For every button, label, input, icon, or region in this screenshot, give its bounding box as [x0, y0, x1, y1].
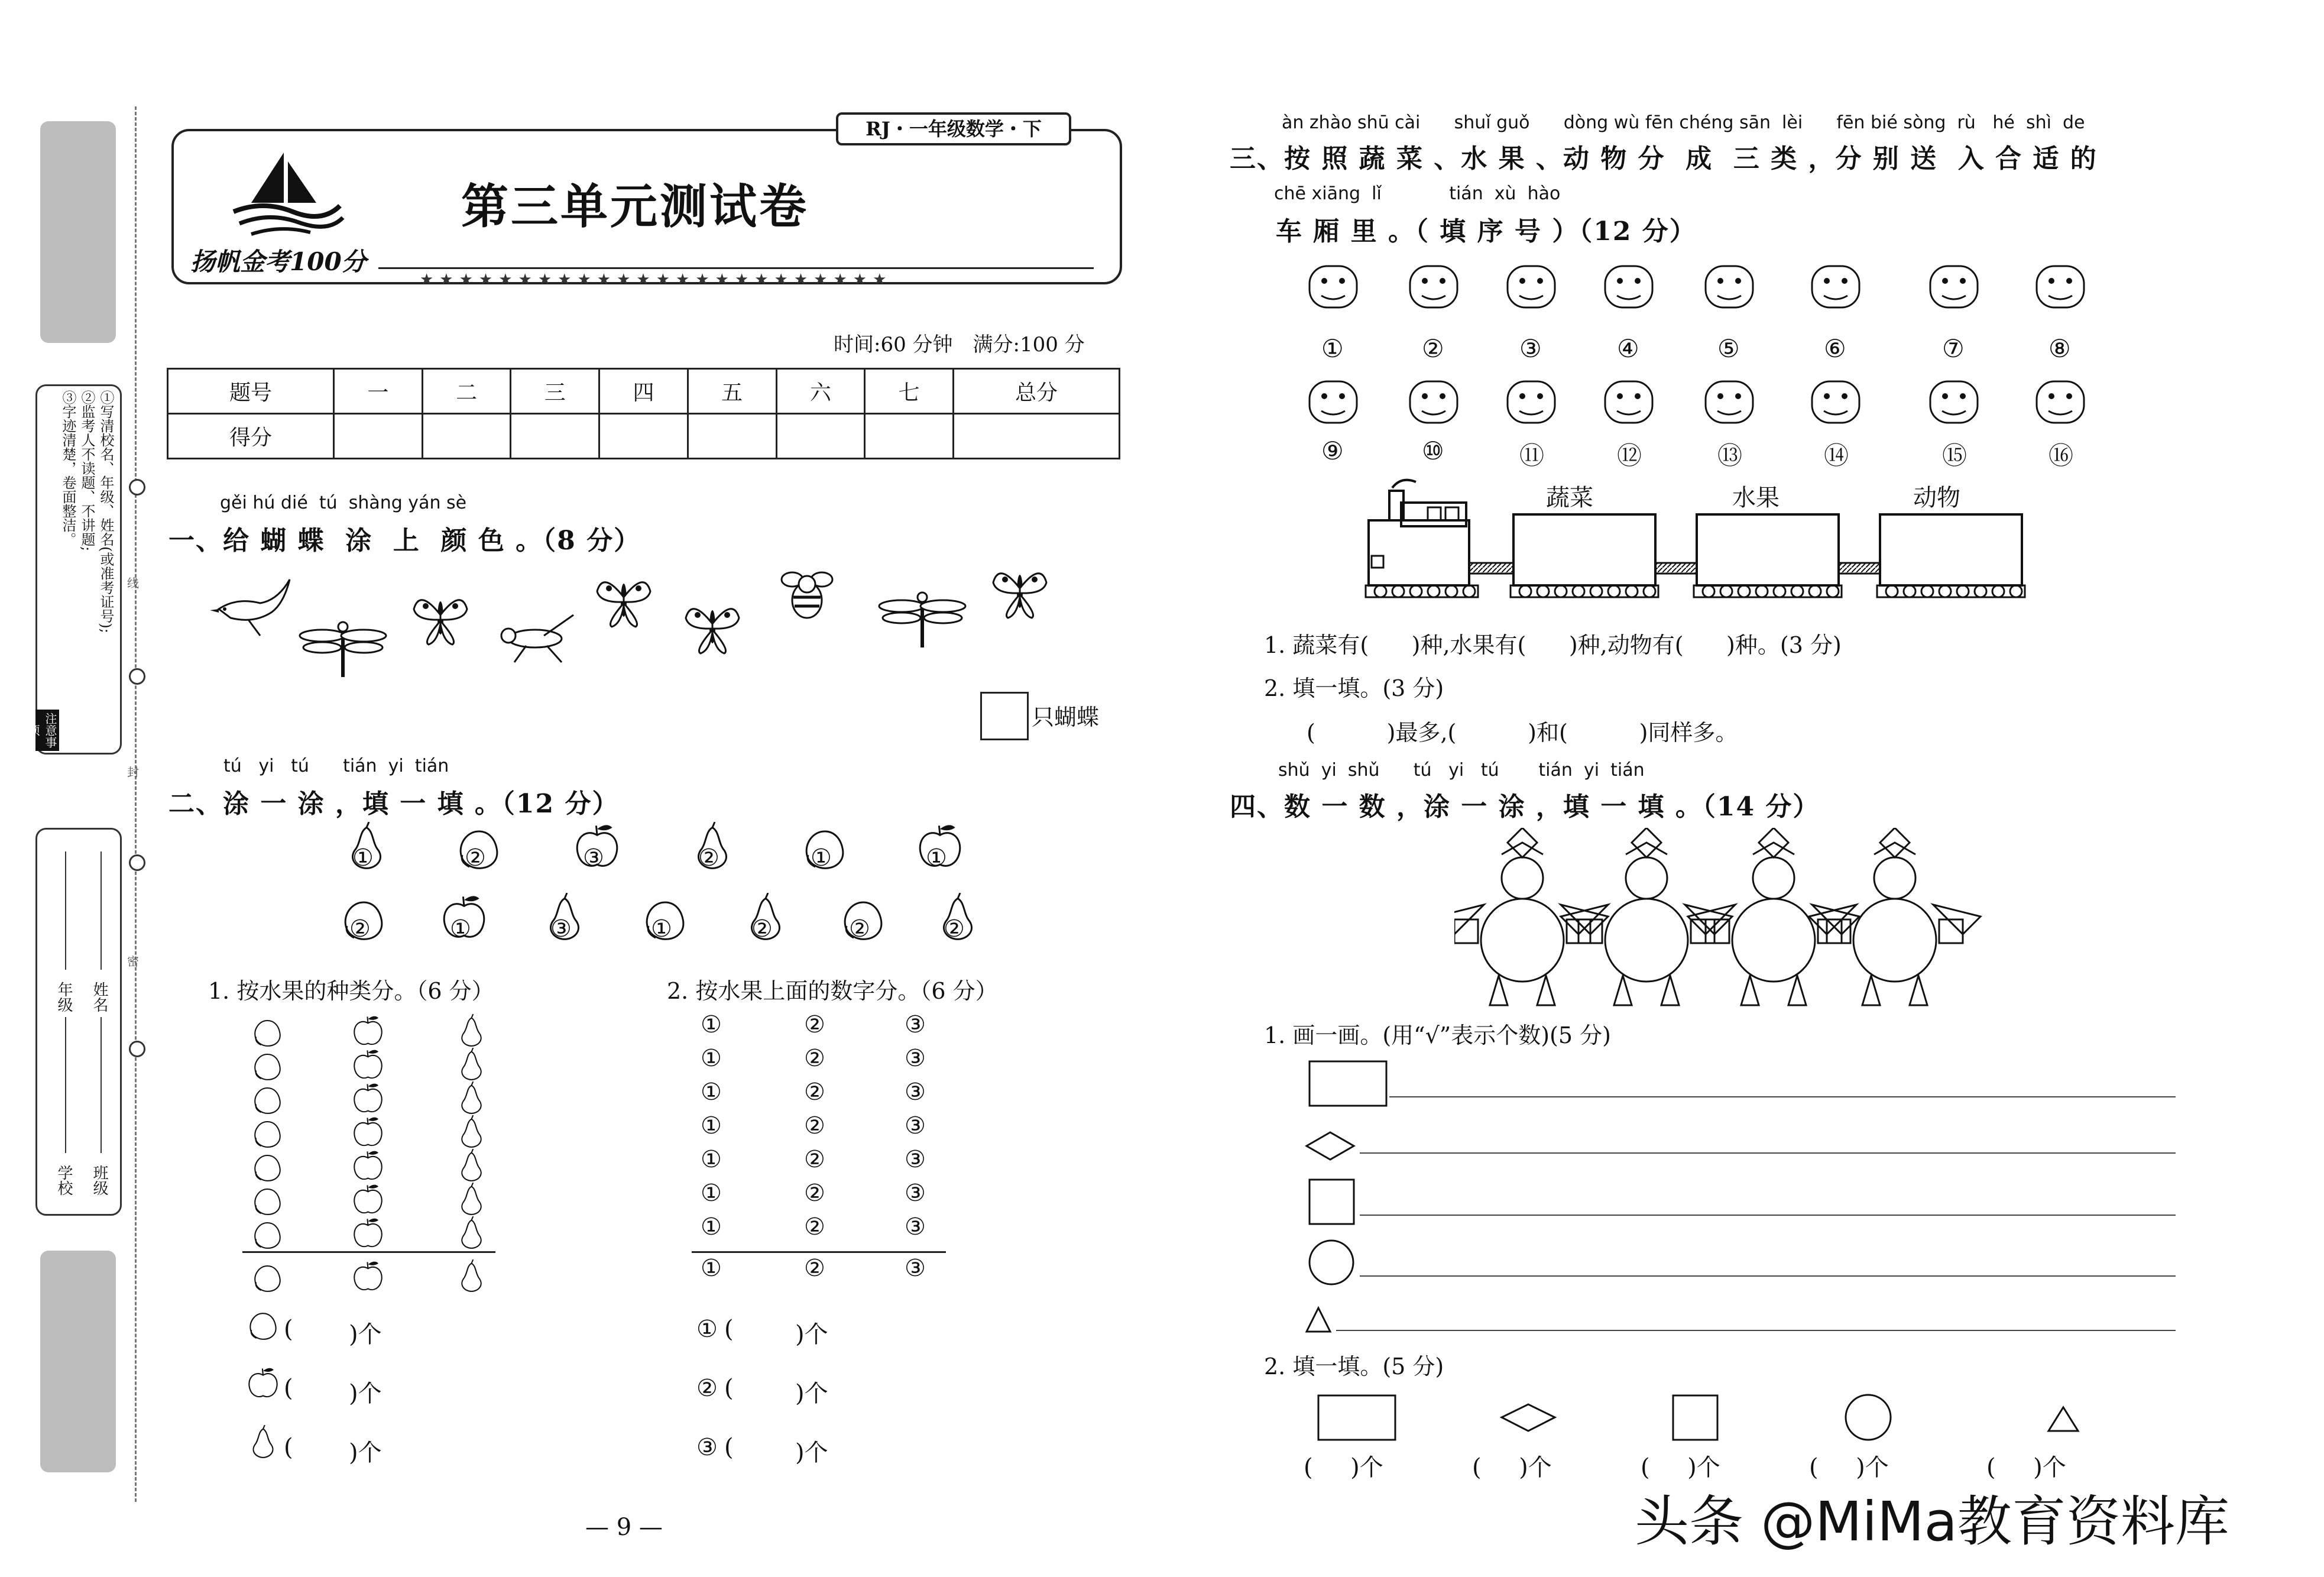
name-line[interactable]	[101, 851, 102, 970]
parallelogram-count-blank[interactable]: ( )个	[1472, 1454, 1552, 1481]
pear-icon[interactable]	[934, 893, 981, 952]
count-open: (	[724, 1434, 734, 1461]
count-blank[interactable]	[307, 1372, 349, 1401]
apple-icon[interactable]	[440, 893, 488, 952]
fruit-number-label: ②	[349, 915, 371, 943]
section3-title-1: 三、按 照 蔬 菜 、水 果 、动 物 分 成 三 类 ，分 别 送 入 合 适 的	[1230, 144, 2098, 174]
name-label: 姓名	[90, 982, 108, 1012]
count-open: (	[284, 1316, 293, 1343]
cut-mark: 线	[127, 576, 139, 590]
peach-icon[interactable]	[251, 1149, 284, 1181]
count-open: (	[724, 1375, 734, 1402]
score-table	[167, 368, 1120, 459]
peach-icon[interactable]	[2028, 254, 2093, 319]
section3-q1: 1. 蔬菜有( )种,水果有( )种,动物有( )种。(3 分)	[1264, 632, 1842, 658]
score-header-cell: 四	[599, 369, 688, 414]
wheel	[1445, 585, 1457, 597]
section3-pinyin-2: chē xiāng lǐ tián xù hào	[1274, 183, 1561, 204]
wheel	[1537, 585, 1549, 597]
rectangle-count-blank[interactable]: ( )个	[1304, 1454, 1383, 1481]
apple-icon[interactable]	[352, 1149, 384, 1181]
pumpkin-icon[interactable]	[2028, 370, 2093, 435]
number-circle[interactable]: ③	[905, 1045, 926, 1072]
wheel	[1519, 585, 1531, 597]
item-number-label: ⑬	[1717, 441, 1743, 470]
column-baseline-right	[692, 1251, 946, 1253]
number-circle[interactable]: ②	[804, 1180, 825, 1207]
apple-icon[interactable]	[916, 822, 964, 881]
class-label: 班级	[90, 1165, 108, 1196]
score-header-cell: 二	[422, 369, 511, 414]
wheel	[1590, 585, 1602, 597]
wheel	[1703, 585, 1714, 597]
binding-hole	[129, 479, 145, 496]
notice-title: 注意事项	[35, 710, 59, 751]
count-blank[interactable]	[748, 1431, 789, 1461]
count-number-label: ①	[696, 1316, 718, 1343]
section2-q1: 1. 按水果的种类分。（6 分）	[208, 978, 494, 1004]
count-number-label: ③	[696, 1434, 718, 1461]
section4-title: 四、数 一 数 ，涂 一 涂 ，填 一 填 。（14 分）	[1230, 792, 1820, 822]
pear-icon	[245, 1425, 281, 1466]
fruit-number-label: ③	[583, 844, 604, 872]
eggplant-icon[interactable]	[1697, 254, 1762, 319]
score-header-cell: 六	[776, 369, 865, 414]
pear-icon	[455, 1259, 488, 1292]
number-circle[interactable]: ①	[701, 1213, 722, 1241]
apple-icon[interactable]	[352, 1081, 384, 1114]
count-blank[interactable]	[307, 1431, 349, 1461]
pear-icon[interactable]	[455, 1014, 488, 1047]
number-circle[interactable]: ②	[804, 1011, 825, 1038]
wheel	[1774, 585, 1785, 597]
score-table-header-row	[168, 369, 1120, 414]
wheel	[1791, 585, 1803, 597]
wheel	[1957, 585, 1969, 597]
pear-icon[interactable]	[455, 1216, 488, 1249]
pear-icon[interactable]	[455, 1183, 488, 1215]
score-cell[interactable]	[865, 414, 954, 459]
number-circle[interactable]: ①	[701, 1045, 722, 1072]
banana-icon[interactable]	[1921, 370, 1986, 435]
apple-icon[interactable]	[352, 1216, 384, 1249]
number-circle[interactable]: ③	[905, 1079, 926, 1106]
wheel	[1756, 585, 1768, 597]
butterfly-icon[interactable]	[591, 568, 656, 635]
car-label-vegetable: 蔬菜	[1546, 484, 1593, 511]
butterfly-icon[interactable]	[680, 594, 745, 662]
peach-icon[interactable]	[340, 893, 387, 952]
count-blank[interactable]	[748, 1313, 789, 1342]
wheel	[1410, 585, 1422, 597]
cut-mark: 封	[127, 765, 139, 779]
fruit-number-label: ②	[944, 915, 965, 943]
count-suffix: )个	[795, 1321, 828, 1348]
fruit-number-label: ③	[550, 915, 572, 943]
item-number-label: ②	[1422, 334, 1444, 363]
grape-icon[interactable]	[1803, 370, 1868, 435]
number-circle[interactable]: ②	[804, 1112, 825, 1139]
fruit-number-label: ①	[352, 844, 374, 872]
section2-q2: 2. 按水果上面的数字分。（6 分）	[667, 978, 998, 1004]
peach-icon[interactable]	[251, 1115, 284, 1148]
item-number-label: ③	[1519, 334, 1542, 363]
wheel	[1573, 585, 1584, 597]
binding-hole	[129, 1041, 145, 1057]
fruit-number-label: ②	[698, 844, 719, 872]
number-circle[interactable]: ③	[905, 1213, 926, 1241]
number-circle[interactable]: ①	[701, 1079, 722, 1106]
section1-pinyin: gěi hú dié tú shàng yán sè	[220, 493, 467, 513]
count-suffix: )个	[795, 1439, 828, 1466]
fruit-number-label: ②	[849, 915, 870, 943]
pear-icon[interactable]	[742, 893, 789, 952]
section4-pinyin: shǔ yi shǔ tú yi tú tián yi tián	[1278, 760, 1645, 781]
butterfly-count-label: 只蝴蝶	[1032, 704, 1100, 730]
page-number: — 9 —	[585, 1514, 663, 1541]
item-number-label: ⑦	[1942, 334, 1965, 363]
square-count-blank[interactable]: ( )个	[1641, 1454, 1720, 1481]
score-header-cell: 一	[334, 369, 423, 414]
pear-icon[interactable]	[541, 893, 588, 952]
score-cell[interactable]	[776, 414, 865, 459]
score-header-cell: 题号	[168, 369, 334, 414]
cabbage-icon[interactable]	[1499, 254, 1564, 319]
score-table-row	[168, 414, 1120, 459]
score-cell[interactable]	[599, 414, 688, 459]
fruit-number-label: ①	[450, 915, 471, 943]
wheel	[1921, 585, 1933, 597]
wheel	[1626, 585, 1638, 597]
grade-label: 年级	[55, 982, 73, 1012]
item-number-label: ①	[1321, 334, 1344, 363]
student-info-box	[35, 828, 122, 1216]
grade-line[interactable]	[65, 851, 66, 970]
count-open: (	[284, 1434, 293, 1461]
wheel	[1428, 585, 1440, 597]
wheel	[1644, 585, 1655, 597]
section3-q2: 2. 填一填。(3 分)	[1264, 675, 1444, 701]
turtle-icon[interactable]	[1697, 370, 1762, 435]
pear-icon[interactable]	[455, 1149, 488, 1181]
pear-icon[interactable]	[455, 1048, 488, 1080]
notice-line: ③字迹清楚，卷面整洁。	[60, 390, 76, 546]
number-circle[interactable]: ②	[804, 1213, 825, 1241]
score-cell[interactable]	[511, 414, 599, 459]
pepper-icon[interactable]	[1401, 254, 1466, 319]
wheel	[1738, 585, 1750, 597]
score-cell[interactable]	[688, 414, 776, 459]
peach-icon[interactable]	[455, 822, 503, 881]
wheel	[1904, 585, 1915, 597]
score-header-cell: 七	[865, 369, 954, 414]
number-circle: ①	[701, 1255, 722, 1282]
peach-icon[interactable]	[840, 893, 887, 952]
pear-icon[interactable]	[455, 1081, 488, 1114]
section2-pinyin: tú yi tú tián yi tián	[223, 756, 449, 776]
pear-icon[interactable]	[343, 822, 390, 881]
school-line[interactable]	[65, 1017, 66, 1153]
section2-title: 二、涂 一 涂 ，填 一 填 。（12 分）	[168, 789, 620, 819]
fruit-number-label: ②	[751, 915, 773, 943]
pear-icon[interactable]	[455, 1115, 488, 1148]
count-suffix: )个	[349, 1321, 382, 1348]
car-label-fruit: 水果	[1732, 484, 1780, 511]
page-title: 第三单元测试卷	[461, 179, 809, 234]
grasshopper-icon[interactable]	[491, 603, 579, 671]
count-blank[interactable]	[307, 1313, 349, 1342]
giraffe-icon[interactable]	[1301, 254, 1366, 319]
count-open: (	[284, 1375, 293, 1402]
apple-icon[interactable]	[352, 1048, 384, 1080]
section3-title-2: 车 厢 里 。（ 填 序 号 ）（12 分）	[1276, 216, 1697, 247]
apple-icon	[245, 1366, 281, 1407]
number-circle[interactable]: ③	[905, 1146, 926, 1173]
section3-q2-line: ( )最多,( )和( )同样多。	[1307, 720, 1738, 746]
score-header-cell: 三	[511, 369, 599, 414]
wheel	[1463, 585, 1475, 597]
number-circle: ②	[804, 1255, 825, 1282]
bird-icon[interactable]	[207, 568, 296, 641]
butterfly-icon[interactable]	[987, 559, 1052, 626]
peach-icon[interactable]	[251, 1081, 284, 1114]
score-cell[interactable]	[422, 414, 511, 459]
car-label-animal: 动物	[1913, 484, 1960, 511]
peach-icon[interactable]	[641, 893, 689, 952]
binding-hole	[129, 668, 145, 685]
count-suffix: )个	[349, 1439, 382, 1466]
peach-icon[interactable]	[251, 1216, 284, 1249]
wheel	[1827, 585, 1839, 597]
wheel	[1992, 585, 2004, 597]
peach-icon[interactable]	[251, 1014, 284, 1047]
dragonfly-icon[interactable]	[875, 585, 970, 653]
count-suffix: )个	[349, 1380, 382, 1407]
shape-legend	[1301, 1384, 2128, 1449]
item-number-label: ⑭	[1824, 441, 1849, 470]
count-open: (	[724, 1316, 734, 1343]
item-number-label: ⑨	[1321, 436, 1344, 465]
brand-name: 扬帆金考100分	[190, 247, 367, 276]
apple-icon[interactable]	[352, 1115, 384, 1148]
item-number-label: ⑤	[1717, 334, 1740, 363]
peach-icon	[251, 1259, 284, 1292]
wheel	[1809, 585, 1821, 597]
pear-icon[interactable]	[1596, 254, 1661, 319]
pear-icon[interactable]	[689, 822, 736, 881]
dog-icon[interactable]	[1301, 370, 1366, 435]
apple-icon[interactable]	[352, 1183, 384, 1215]
notice-line: ②监考人不读题、不讲题;	[79, 390, 95, 552]
notice-line: ①写清校名、年级、姓名(或准考证号);	[98, 390, 114, 633]
count-number-label: ②	[696, 1375, 718, 1402]
watermark: 头条 @MiMa教育资料库	[1635, 1490, 2229, 1553]
wheel	[1720, 585, 1732, 597]
apple-icon	[352, 1259, 384, 1292]
section4-q2: 2. 填一填。(5 分)	[1264, 1353, 1444, 1380]
peach-icon[interactable]	[251, 1183, 284, 1215]
number-circle[interactable]: ③	[905, 1112, 926, 1139]
section1-title: 一、给 蝴 蝶 涂 上 颜 色 。（8 分）	[168, 526, 641, 556]
item-number-label: ⑫	[1617, 441, 1642, 470]
fruit-number-label: ②	[465, 844, 486, 872]
score-cell[interactable]	[334, 414, 423, 459]
class-line[interactable]	[101, 1017, 102, 1153]
score-cell[interactable]	[953, 414, 1119, 459]
fruit-number-label: ①	[811, 844, 832, 872]
pig-icon[interactable]	[1803, 254, 1868, 319]
wheel	[1939, 585, 1951, 597]
cut-mark: 密	[127, 954, 139, 969]
binding-gray-block-top	[40, 121, 116, 343]
item-number-label: ⑧	[2049, 334, 2071, 363]
number-circle[interactable]: ③	[905, 1180, 926, 1207]
carrot-icon[interactable]	[1401, 370, 1466, 435]
fruit-number-label: ①	[651, 915, 672, 943]
wheel	[1975, 585, 1986, 597]
shape-figures-icon	[1454, 828, 1998, 1011]
number-circle[interactable]: ②	[804, 1146, 825, 1173]
section4-q1: 1. 画一画。(用“√”表示个数)(5 分)	[1264, 1022, 1611, 1048]
star-divider: ★★★★★★★★★★★★★★★★★★★★★★★★	[420, 271, 893, 289]
triangle-count-blank[interactable]: ( )个	[1986, 1454, 2066, 1481]
number-circle: ③	[905, 1255, 926, 1282]
peach-icon[interactable]	[251, 1048, 284, 1080]
butterfly-count-box[interactable]	[980, 692, 1029, 740]
count-blank[interactable]	[748, 1372, 789, 1401]
header-rule	[378, 267, 1094, 269]
item-number-label: ⑯	[2049, 441, 2074, 470]
wheel	[1375, 585, 1386, 597]
wheel	[1608, 585, 1620, 597]
peach-icon	[245, 1307, 281, 1348]
wheel	[1886, 585, 1898, 597]
fruit-number-label: ①	[926, 844, 947, 872]
item-number-label: ⑥	[1824, 334, 1846, 363]
binding-gray-block-bottom	[40, 1251, 116, 1472]
dragonfly-icon[interactable]	[296, 615, 390, 682]
score-header-cell: 总分	[953, 369, 1119, 414]
number-circle[interactable]: ①	[701, 1011, 722, 1038]
item-number-label: ④	[1617, 334, 1639, 363]
circle-count-blank[interactable]: ( )个	[1809, 1454, 1889, 1481]
number-circle[interactable]: ①	[701, 1180, 722, 1207]
peach-icon[interactable]	[801, 822, 848, 881]
number-circle[interactable]: ①	[701, 1146, 722, 1173]
time-info: 时间:60 分钟 满分:100 分	[834, 333, 1085, 357]
pineapple-icon[interactable]	[1499, 370, 1564, 435]
column-baseline-left	[242, 1251, 495, 1253]
item-number-label: ⑮	[1942, 441, 1968, 470]
wheel	[2010, 585, 2022, 597]
score-header-cell: 五	[688, 369, 776, 414]
score-row-label: 得分	[168, 414, 334, 459]
number-circle[interactable]: ②	[804, 1045, 825, 1072]
number-circle[interactable]: ③	[905, 1011, 926, 1038]
wheel	[1555, 585, 1567, 597]
butterfly-icon[interactable]	[408, 585, 473, 653]
bee-icon[interactable]	[774, 562, 840, 629]
sailboat-logo-icon	[228, 147, 346, 241]
number-circle[interactable]: ②	[804, 1079, 825, 1106]
item-number-label: ⑩	[1422, 436, 1444, 465]
cucumber-icon[interactable]	[1596, 370, 1661, 435]
section3-pinyin-1: àn zhào shū cài shuǐ guǒ dòng wù fēn chéng sān lèi fēn bié sòng rù hé shì de	[1282, 112, 2085, 133]
binding-hole	[129, 854, 145, 871]
apple-icon[interactable]	[573, 822, 621, 881]
apple-icon[interactable]	[352, 1014, 384, 1047]
count-suffix: )个	[795, 1380, 828, 1407]
tally-rows	[1301, 1058, 2187, 1342]
series-tag: RJ・一年级数学・下	[836, 112, 1071, 145]
rabbit-icon[interactable]	[1921, 254, 1986, 319]
item-number-label: ⑪	[1519, 441, 1545, 470]
binding-cut-line	[135, 106, 137, 1502]
number-circle[interactable]: ①	[701, 1112, 722, 1139]
notice-text	[59, 390, 115, 745]
wheel	[1392, 585, 1404, 597]
school-label: 学校	[55, 1165, 73, 1196]
